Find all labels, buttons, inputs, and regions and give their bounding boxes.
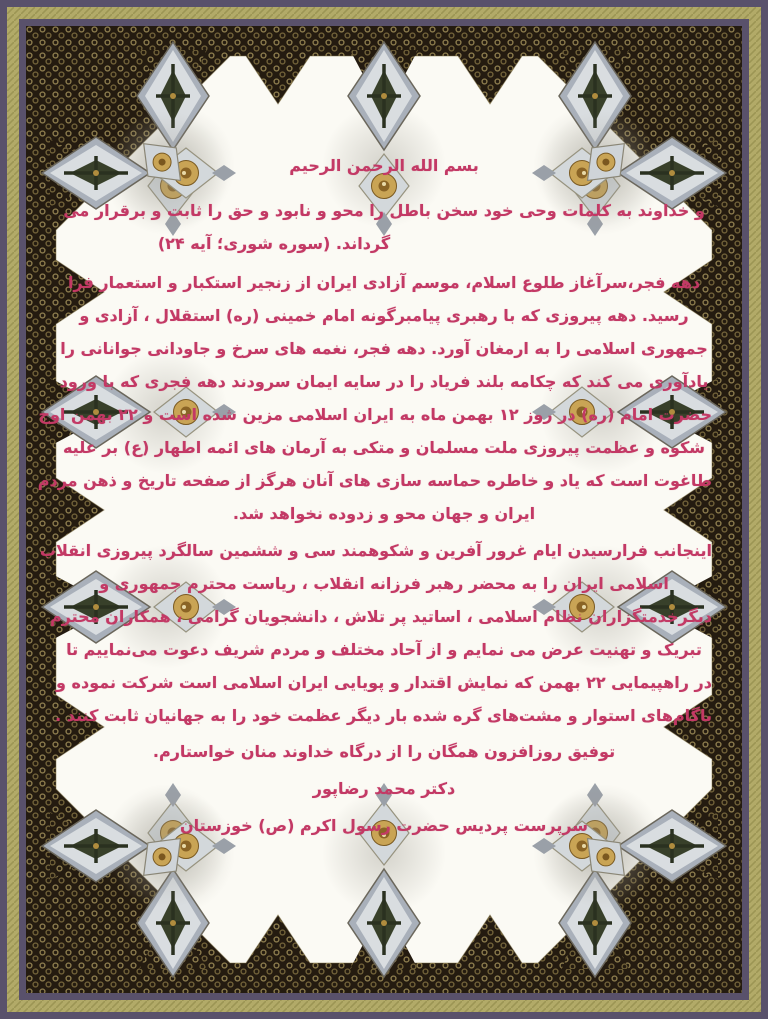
text-line: و خداوند به کلمات وحی خود سخن باطل را محو و نابود و حق را ثابت و برقرار می [63,201,705,220]
text-line: دکتر محمد رضاپور [312,779,456,798]
text-line: گرداند. (سوره شوری؛ آیه ۲۴) [157,234,391,253]
text-line: ایران و جهان محو و زدوده نخواهد شد. [232,504,536,523]
text-line: دیگرخدمتگزاران نظام اسلامی ، اساتید پر تلاش ، دانشجویان گرامی ، همکاران محترم [49,607,712,626]
quran-verse [56,194,712,260]
text-line: توفیق روزافزون همگان را از درگاه خداوند منان خواستارم. [152,742,616,761]
text-line: در راهپیمایی ۲۲ بهمن که نمایش اقتدار و پویایی ایران اسلامی است شرکت نموده و [56,673,712,692]
closing-prayer [56,735,712,768]
text-line: تبریک و تهنیت عرض می نمایم و از آحاد مختلف و مردم شریف دعوت می‌نماییم تا [66,640,702,659]
text-line: اسلامی ایران را به محضر رهبر فرزانه انقلاب ، ریاست محترم جمهوری و [99,574,669,593]
signature-name [56,772,712,805]
text-line: باگام‌های استوار و مشت‌های گره شده بار دیگر عظمت خود را به جهانیان ثابت کنند . [55,706,712,725]
text-line: یادآوری می کند که چکامه بلند فریاد را در سایه ایمان سرودند دهه فجری که با ورود [59,372,709,391]
text-line: حضرت امام (ره) در روز ۱۲ بهمن ماه به ایران اسلامی مزین شده است و ۲۲ بهمن اوج [38,405,712,424]
text-line: اینجانب فرارسیدن ایام غرور آفرین و شکوهمند سی و ششمین سالگرد پیروزی انقلاب [39,541,712,560]
text-line: طاغوت است که یاد و خاطره حماسه سازی های آنان هرگز از صفحه تاریخ و ذهن مردم [37,471,712,490]
text-line: سرپرست پردیس حضرت رسول اکرم (ص) خوزستان [179,816,589,835]
text-line: دهه فجر،سرآغاز طلوع اسلام، موسم آزادی ایران از زنجیر استکبار و استعمار فرا [67,273,701,292]
signature-title [56,809,712,842]
paragraph-dahe-fajr [37,266,712,530]
letter-body [37,149,712,842]
paragraph-greeting [39,534,712,732]
text-line: شکوه و عظمت پیروزی ملت مسلمان و متکی به آرمان های ائمه اطهار (ع) بر علیه [62,438,706,457]
text-line: رسید. دهه پیروزی که با رهبری پیامبرگونه امام خمینی (ره) استقلال ، آزادی و [79,306,689,325]
bismillah-line: بسم الله الرحمن الرحیم [289,156,479,175]
text-line: جمهوری اسلامی را به ارمغان آورد. دهه فجر، نغمه های سرخ و جاودانی جوانانی را [60,339,708,358]
